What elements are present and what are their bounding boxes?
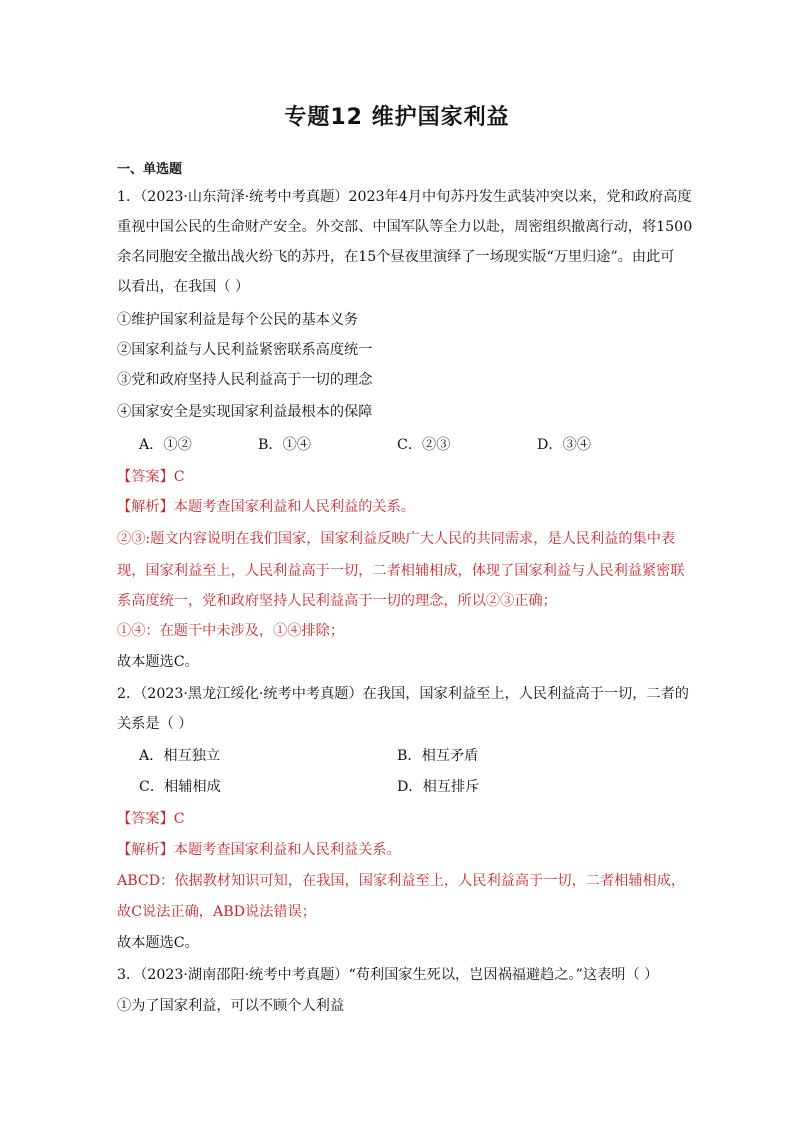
q1-option-b: B．①④ xyxy=(258,437,311,453)
q2-conclusion: 故本题选C。 xyxy=(117,935,199,951)
q2-stem-line: 关系是（ ） xyxy=(117,716,193,732)
section-heading: 一、单选题 xyxy=(117,162,183,177)
q3-statement: ①为了国家利益，可以不顾个人利益 xyxy=(117,998,345,1014)
q1-conclusion: 故本题选C。 xyxy=(117,654,199,670)
q1-option-a: A．①② xyxy=(139,437,192,453)
q1-explanation-line: ①④：在题干中未涉及，①④排除； xyxy=(117,623,345,639)
q1-explanation-line: 系高度统一，党和政府坚持人民利益高于一切的理念，所以②③正确； xyxy=(117,593,557,609)
q2-option-b: B．相互矛盾 xyxy=(397,748,479,764)
q1-statement: ②国家利益与人民利益紧密联系高度统一 xyxy=(117,342,373,358)
q2-explanation-line: ABCD：依据教材知识可知，在我国，国家利益至上，人民利益高于一切，二者相辅相成， xyxy=(117,873,686,889)
q1-statement: ①维护国家利益是每个公民的基本义务 xyxy=(117,312,359,328)
q2-option-c: C．相辅相成 xyxy=(139,779,221,795)
q1-explanation-line: ②③:题文内容说明在我们国家，国家利益反映广大人民的共同需求，是人民利益的集中表 xyxy=(117,531,676,547)
q1-stem-line: 余名同胞安全撤出战火纷飞的苏丹，在15个昼夜里演绎了一场现实版“万里归途”。由此可 xyxy=(117,249,675,265)
q3-stem-line: 3．（2023·湖南邵阳·统考中考真题）“苟利国家生死以，岂因祸福避趋之。”这表明（ ） xyxy=(117,967,659,983)
q1-analysis: 【解析】本题考查国家利益和人民利益的关系。 xyxy=(117,499,415,515)
page-title: 专题12 维护国家利益 xyxy=(284,105,510,130)
q1-stem-line: 重视中国公民的生命财产安全。外交部、中国军队等全力以赴，周密组织撤离行动，将1500 xyxy=(117,219,693,235)
q2-analysis: 【解析】本题考查国家利益和人民利益关系。 xyxy=(117,842,401,858)
q1-answer: 【答案】C xyxy=(117,469,185,485)
q1-option-d: D．③④ xyxy=(537,437,591,453)
q2-answer: 【答案】C xyxy=(117,811,185,827)
q2-option-d: D．相互排斥 xyxy=(397,779,480,795)
q1-statement: ④国家安全是实现国家利益最根本的保障 xyxy=(117,404,373,420)
q1-stem-line: 以看出，在我国（ ） xyxy=(117,279,250,295)
q1-stem-line: 1．（2023·山东菏泽·统考中考真题）2023年4月中旬苏丹发生武装冲突以来，党和政府高度 xyxy=(117,189,692,205)
q1-explanation-line: 现，国家利益至上，人民利益高于一切，二者相辅相成，体现了国家利益与人民利益紧密联 xyxy=(117,563,685,579)
q2-option-a: A．相互独立 xyxy=(139,748,221,764)
q1-option-c: C．②③ xyxy=(397,437,451,453)
q2-explanation-line: 故C说法正确，ABD说法错误； xyxy=(117,904,316,920)
q2-stem-line: 2．（2023·黑龙江绥化·统考中考真题）在我国，国家利益至上，人民利益高于一切，二者的 xyxy=(117,686,689,702)
q1-statement: ③党和政府坚持人民利益高于一切的理念 xyxy=(117,372,373,388)
